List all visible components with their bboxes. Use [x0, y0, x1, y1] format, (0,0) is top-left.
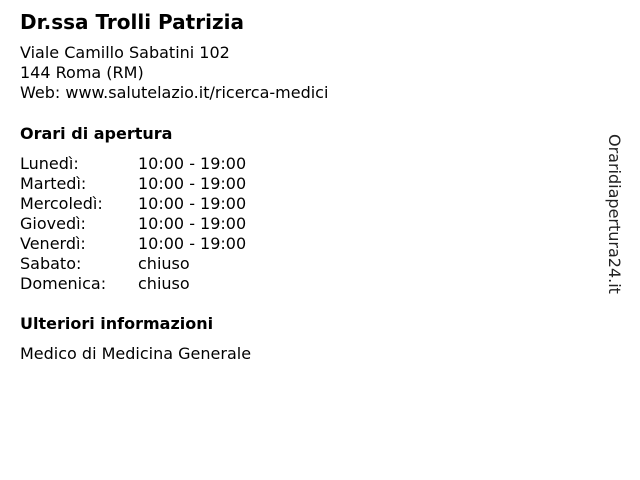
- time-value: 10:00 - 19:00: [138, 154, 247, 173]
- time-value: chiuso: [138, 254, 190, 273]
- day-label: Domenica:: [20, 274, 107, 293]
- time-value: 10:00 - 19:00: [138, 214, 247, 233]
- day-label: Venerdì:: [20, 234, 86, 253]
- opening-hours-heading: Orari di apertura: [20, 124, 173, 143]
- day-label: Mercoledì:: [20, 194, 103, 213]
- street-address: Viale Camillo Sabatini 102: [20, 43, 230, 62]
- time-value: 10:00 - 19:00: [138, 234, 247, 253]
- day-label: Sabato:: [20, 254, 82, 273]
- day-label: Lunedì:: [20, 154, 79, 173]
- site-watermark: Oraridiapertura24.it: [605, 134, 624, 294]
- page-title: Dr.ssa Trolli Patrizia: [20, 10, 244, 34]
- time-value: 10:00 - 19:00: [138, 174, 247, 193]
- city-address: 144 Roma (RM): [20, 63, 144, 82]
- time-value: 10:00 - 19:00: [138, 194, 247, 213]
- website-link[interactable]: Web: www.salutelazio.it/ricerca-medici: [20, 83, 329, 102]
- time-value: chiuso: [138, 274, 190, 293]
- further-info-text: Medico di Medicina Generale: [20, 344, 252, 363]
- day-label: Martedì:: [20, 174, 87, 193]
- address-block: [20, 43, 328, 103]
- further-info-heading: Ulteriori informazioni: [20, 314, 214, 333]
- day-label: Giovedì:: [20, 214, 86, 233]
